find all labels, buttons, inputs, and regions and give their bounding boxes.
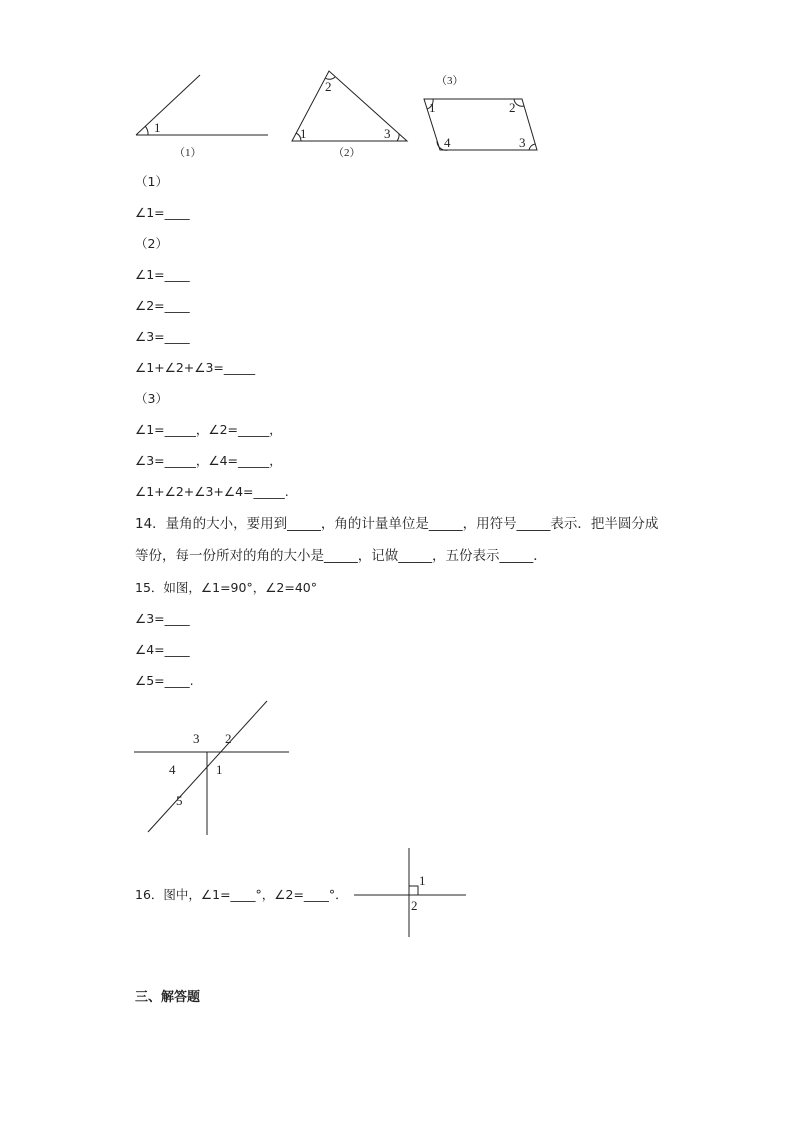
parallelogram-label-1: 1: [429, 100, 436, 115]
q16-text: 16．图中，∠1=____°，∠2=____°．: [135, 887, 348, 902]
q14-line2: 等份，每一份所对的角的大小是_____，记做_____，五份表示_____．: [135, 548, 547, 564]
triangle-label-1: 1: [300, 126, 307, 141]
triangle-label-3: 3: [384, 126, 391, 141]
q13-p2-angle2: ∠2=____: [135, 298, 190, 313]
figure-caption-3: （3）: [436, 75, 464, 87]
q13-part1-label: （1）: [135, 174, 168, 189]
q15-angle5: ∠5=____.: [135, 673, 194, 688]
figure-angle-1: [130, 68, 280, 163]
parallelogram-arc-3: [529, 144, 535, 150]
q15-label-5: 5: [176, 793, 183, 808]
q16-label-1: 1: [419, 873, 426, 888]
figure-caption-2: （2）: [333, 147, 361, 159]
section-3-title: 三、解答题: [135, 990, 201, 1005]
q14-line1: 14．量角的大小，要用到_____，角的计量单位是_____，用符号_____表示．把半圆分成: [135, 516, 659, 532]
q16-figure: [352, 846, 470, 941]
q13-part3-label: （3）: [135, 391, 168, 406]
figure-caption-1: （1）: [174, 147, 202, 159]
q13-p3-angles-1-2: ∠1=_____，∠2=_____，: [135, 422, 282, 437]
triangle-arc-3: [397, 134, 399, 141]
q16-right-angle-mark: [409, 886, 418, 895]
q15-stem: 15．如图，∠1=90°，∠2=40°: [135, 580, 317, 595]
q15-angle3: ∠3=____: [135, 611, 190, 626]
q13-p2-angle1: ∠1=____: [135, 267, 190, 282]
angle-label-1: 1: [154, 120, 161, 135]
q15-angle4: ∠4=____: [135, 642, 190, 657]
triangle-label-2: 2: [325, 79, 332, 94]
parallelogram-label-4: 4: [444, 135, 451, 150]
q16-label-2: 2: [411, 898, 418, 913]
q13-p2-sum: ∠1+∠2+∠3=_____: [135, 360, 256, 375]
figure-triangle-2: [285, 64, 415, 164]
q15-label-4: 4: [169, 762, 176, 777]
q15-label-1: 1: [216, 762, 223, 777]
q13-p1-angle1: ∠1=____: [135, 205, 190, 220]
parallelogram-label-2: 2: [509, 100, 516, 115]
angle-arc: [145, 126, 148, 135]
q13-p3-angles-3-4: ∠3=_____，∠4=_____，: [135, 453, 282, 468]
q15-figure: [130, 695, 295, 840]
q15-label-3: 3: [193, 731, 200, 746]
q13-p2-angle3: ∠3=____: [135, 329, 190, 344]
q15-label-2: 2: [225, 731, 232, 746]
q13-p3-sum: ∠1+∠2+∠3+∠4=_____.: [135, 484, 289, 499]
q13-part2-label: （2）: [135, 236, 168, 251]
figure-parallelogram-3: [418, 68, 548, 158]
parallelogram-label-3: 3: [519, 135, 526, 150]
